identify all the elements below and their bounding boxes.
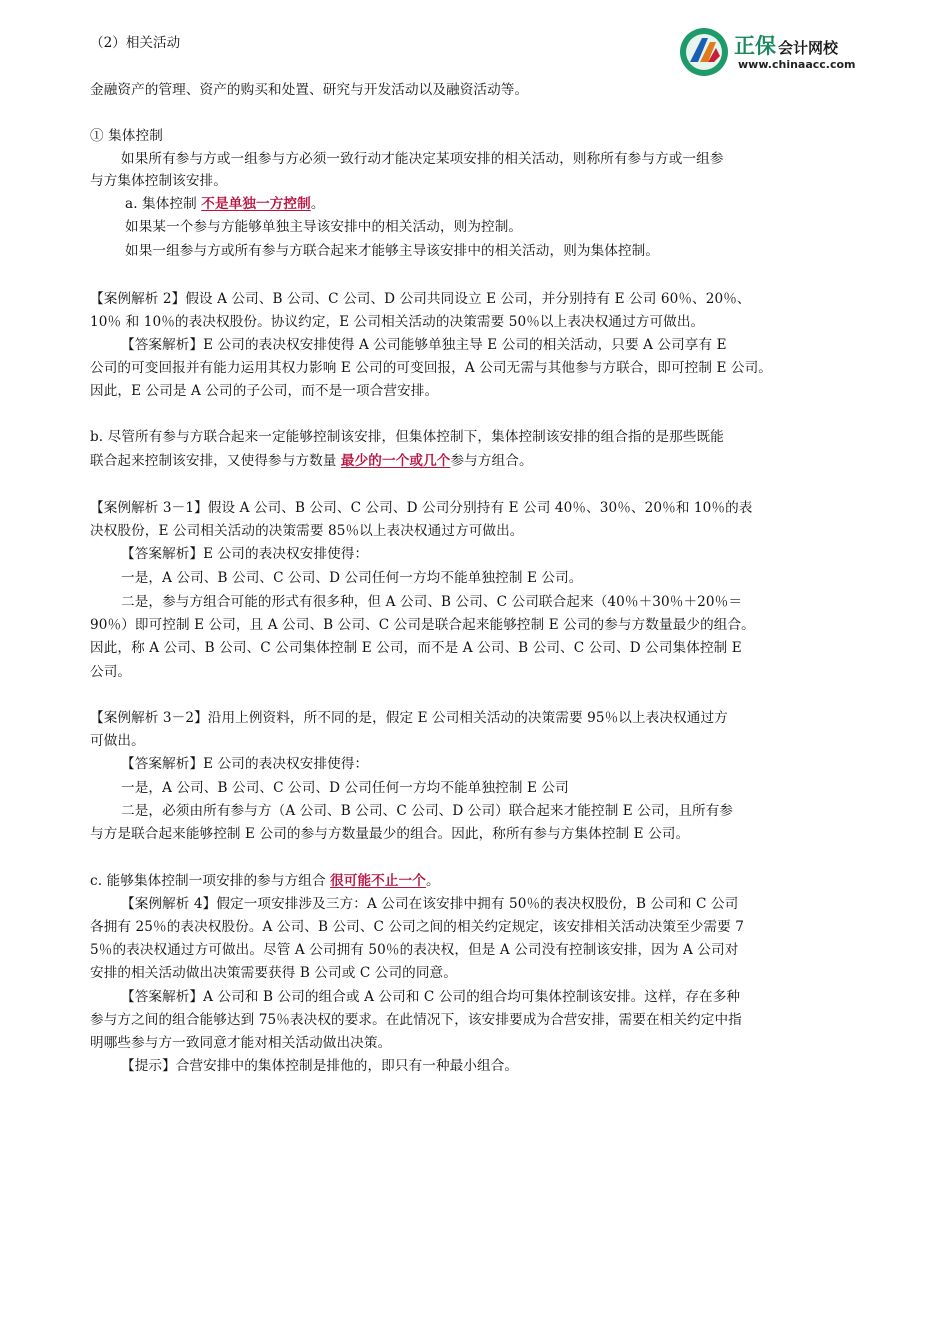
text-line: 各拥有 25％的表决权股份。A 公司、B 公司、C 公司之间的相关约定规定，该安排相关活动决策至少需要 7 (90, 919, 744, 935)
text-line: 10％ 和 10％的表决权股份。协议约定，E 公司相关活动的决策需要 50％以上表决权通过方可做出。 (90, 314, 705, 330)
text-line: 一是，A 公司、B 公司、C 公司、D 公司任何一方均不能单独控制 E 公司。 (121, 570, 583, 586)
case-title: 【案例解析 2】假设 A 公司、B 公司、C 公司、D 公司共同设立 E 公司，并分别持有 E 公司 60％、20％、 (90, 291, 751, 307)
text-line: a. 集体控制 不是单独一方控制。 (125, 196, 325, 212)
highlight-keyword: 很可能不止一个 (330, 873, 426, 889)
answer-line: 【答案解析】A 公司和 B 公司的组合或 A 公司和 C 公司的组合均可集体控制该安排。这样，存在多种 (121, 989, 741, 1005)
text-line: 如果某一个参与方能够单独主导该安排中的相关活动，则为控制。 (125, 219, 523, 235)
text-line: 公司的可变回报并有能力运用其权力影响 E 公司的可变回报，A 公司无需与其他参与方联合，即可控制 E 公司。 (90, 360, 772, 376)
text-line: 5％的表决权通过方可做出。尽管 A 公司拥有 50％的表决权，但是 A 公司没有控制该安排，因为 A 公司对 (90, 942, 739, 958)
text-line: 因此，E 公司是 A 公司的子公司，而不是一项合营安排。 (90, 383, 439, 399)
highlight-keyword: 最少的一个或几个 (340, 453, 451, 469)
case-title: 【案例解析 3－2】沿用上例资料，所不同的是，假定 E 公司相关活动的决策需要 95％以上表决权通过方 (90, 710, 728, 726)
logo-url: www.chinaacc.com (738, 58, 856, 71)
text-line: 与方集体控制该安排。 (90, 173, 227, 189)
cut-off-heading: （2）相关活动 (90, 35, 181, 51)
text-line: 可做出。 (90, 733, 145, 749)
text-line: 90％）即可控制 E 公司，且 A 公司、B 公司、C 公司是联合起来能够控制 E 公司的参与方数量最少的组合。 (90, 617, 755, 633)
section-heading: ① 集体控制 (90, 128, 163, 144)
text-line: 与方是联合起来能够控制 E 公司的参与方数量最少的组合。因此，称所有参与方集体控制 E 公司。 (90, 826, 690, 842)
text-line: 如果所有参与方或一组参与方必须一致行动才能决定某项安排的相关活动，则称所有参与方或一组参 (121, 151, 724, 167)
case-title: 【案例解析 4】假定一项安排涉及三方：A 公司在该安排中拥有 50％的表决权股份，B 公司和 C 公司 (121, 896, 739, 912)
answer-line: 【答案解析】E 公司的表决权安排使得： (121, 546, 369, 562)
logo-emblem-icon (678, 26, 730, 78)
highlight-keyword: 不是单独一方控制 (201, 196, 311, 212)
text-line: 联合起来控制该安排，又使得参与方数量 最少的一个或几个参与方组合。 (90, 453, 533, 469)
text-line: 参与方之间的组合能够达到 75％表决权的要求。在此情况下，该安排要成为合营安排，需要在相关约定中指 (90, 1012, 742, 1028)
text-line: 因此，称 A 公司、B 公司、C 公司集体控制 E 公司，而不是 A 公司、B 公司、C 公司、D 公司集体控制 E (90, 640, 742, 656)
answer-line: 【答案解析】E 公司的表决权安排使得 A 公司能够单独主导 E 公司的相关活动，只要 A 公司享有 E (121, 337, 727, 353)
text-line: 公司。 (90, 664, 132, 680)
text-line: 金融资产的管理、资产的购买和处置、研究与开发活动以及融资活动等。 (90, 82, 529, 98)
case-title: 【案例解析 3－1】假设 A 公司、B 公司、C 公司、D 公司分别持有 E 公司 40％、30％、20％和 10％的表 (90, 500, 753, 516)
answer-line: 【答案解析】E 公司的表决权安排使得： (121, 756, 369, 772)
text-line: c. 能够集体控制一项安排的参与方组合 很可能不止一个。 (90, 873, 440, 889)
text-line: 二是，必须由所有参与方（A 公司、B 公司、C 公司、D 公司）联合起来才能控制 E 公司，且所有参 (121, 803, 734, 819)
text-line: 安排的相关活动做出决策需要获得 B 公司或 C 公司的同意。 (90, 965, 457, 981)
text-line: 决权股份，E 公司相关活动的决策需要 85％以上表决权通过方可做出。 (90, 523, 524, 539)
text-line: 明哪些参与方一致同意才能对相关活动做出决策。 (90, 1035, 392, 1051)
chinaacc-logo (678, 26, 868, 80)
logo-brand: 正保 会计网校 (734, 34, 839, 58)
tip-line: 【提示】合营安排中的集体控制是排他的，即只有一种最小组合。 (121, 1058, 519, 1074)
text-line: 如果一组参与方或所有参与方联合起来才能够主导该安排中的相关活动，则为集体控制。 (125, 243, 660, 259)
text-line: 一是，A 公司、B 公司、C 公司、D 公司任何一方均不能单独控制 E 公司 (121, 780, 569, 796)
text-line: 二是，参与方组合可能的形式有很多种，但 A 公司、B 公司、C 公司联合起来（40％＋30％＋20％＝ (121, 594, 743, 610)
text-line: b. 尽管所有参与方联合起来一定能够控制该安排，但集体控制下，集体控制该安排的组合指的是那些既能 (90, 429, 724, 445)
